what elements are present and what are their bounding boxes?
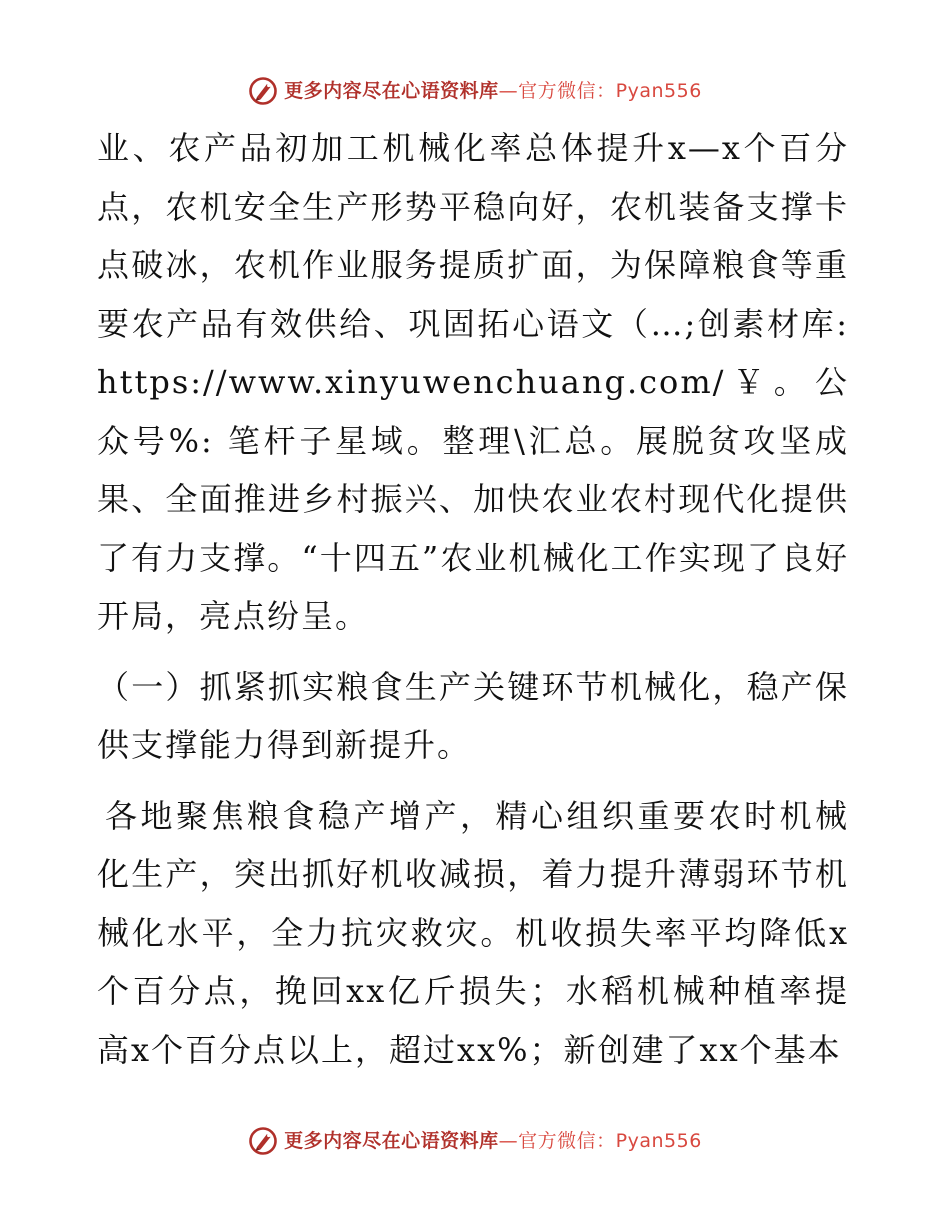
section-heading: （一）抓紧抓实粮食生产关键环节机械化，稳产保供支撑能力得到新提升。 (97, 667, 849, 764)
watermark-title: 更多内容尽在心语资料库 (284, 80, 499, 102)
watermark-title: 更多内容尽在心语资料库 (284, 1130, 499, 1152)
pen-logo-icon (248, 1126, 278, 1156)
paragraph: 业、农产品初加工机械化率总体提升x—x个百分点，农机安全生产形势平稳向好，农机装备支撑卡点破冰，农机作业服务提质扩面，为保障粮食等重要农产品有效供给、巩固拓心语文（…;创素材库: https://www.xinyuwenchuang.com/￥。公众号%: 笔杆子星域。整理\汇总。展脱贫攻坚成果、全面推进乡村振兴、加快农业农村现代化提供了有力支撑。“十四五”农业机械化工作实现了良好开局，亮点纷呈。 (97, 129, 849, 635)
header-watermark (0, 76, 950, 106)
watermark-contact: —官方微信：Pyan556 (498, 80, 702, 102)
paragraph: 各地聚焦粮食稳产增产，精心组织重要农时机械化生产，突出抓好机收减损，着力提升薄弱环节机械化水平，全力抗灾救灾。机收损失率平均降低x个百分点，挽回xx亿斤损失；水稻机械种植率提高x个百分点以上，超过xx%；新创建了xx个基本 (97, 796, 849, 1069)
watermark-contact: —官方微信：Pyan556 (498, 1130, 702, 1152)
pen-logo-icon (248, 76, 278, 106)
document-body (97, 119, 849, 1079)
footer-watermark (0, 1126, 950, 1156)
